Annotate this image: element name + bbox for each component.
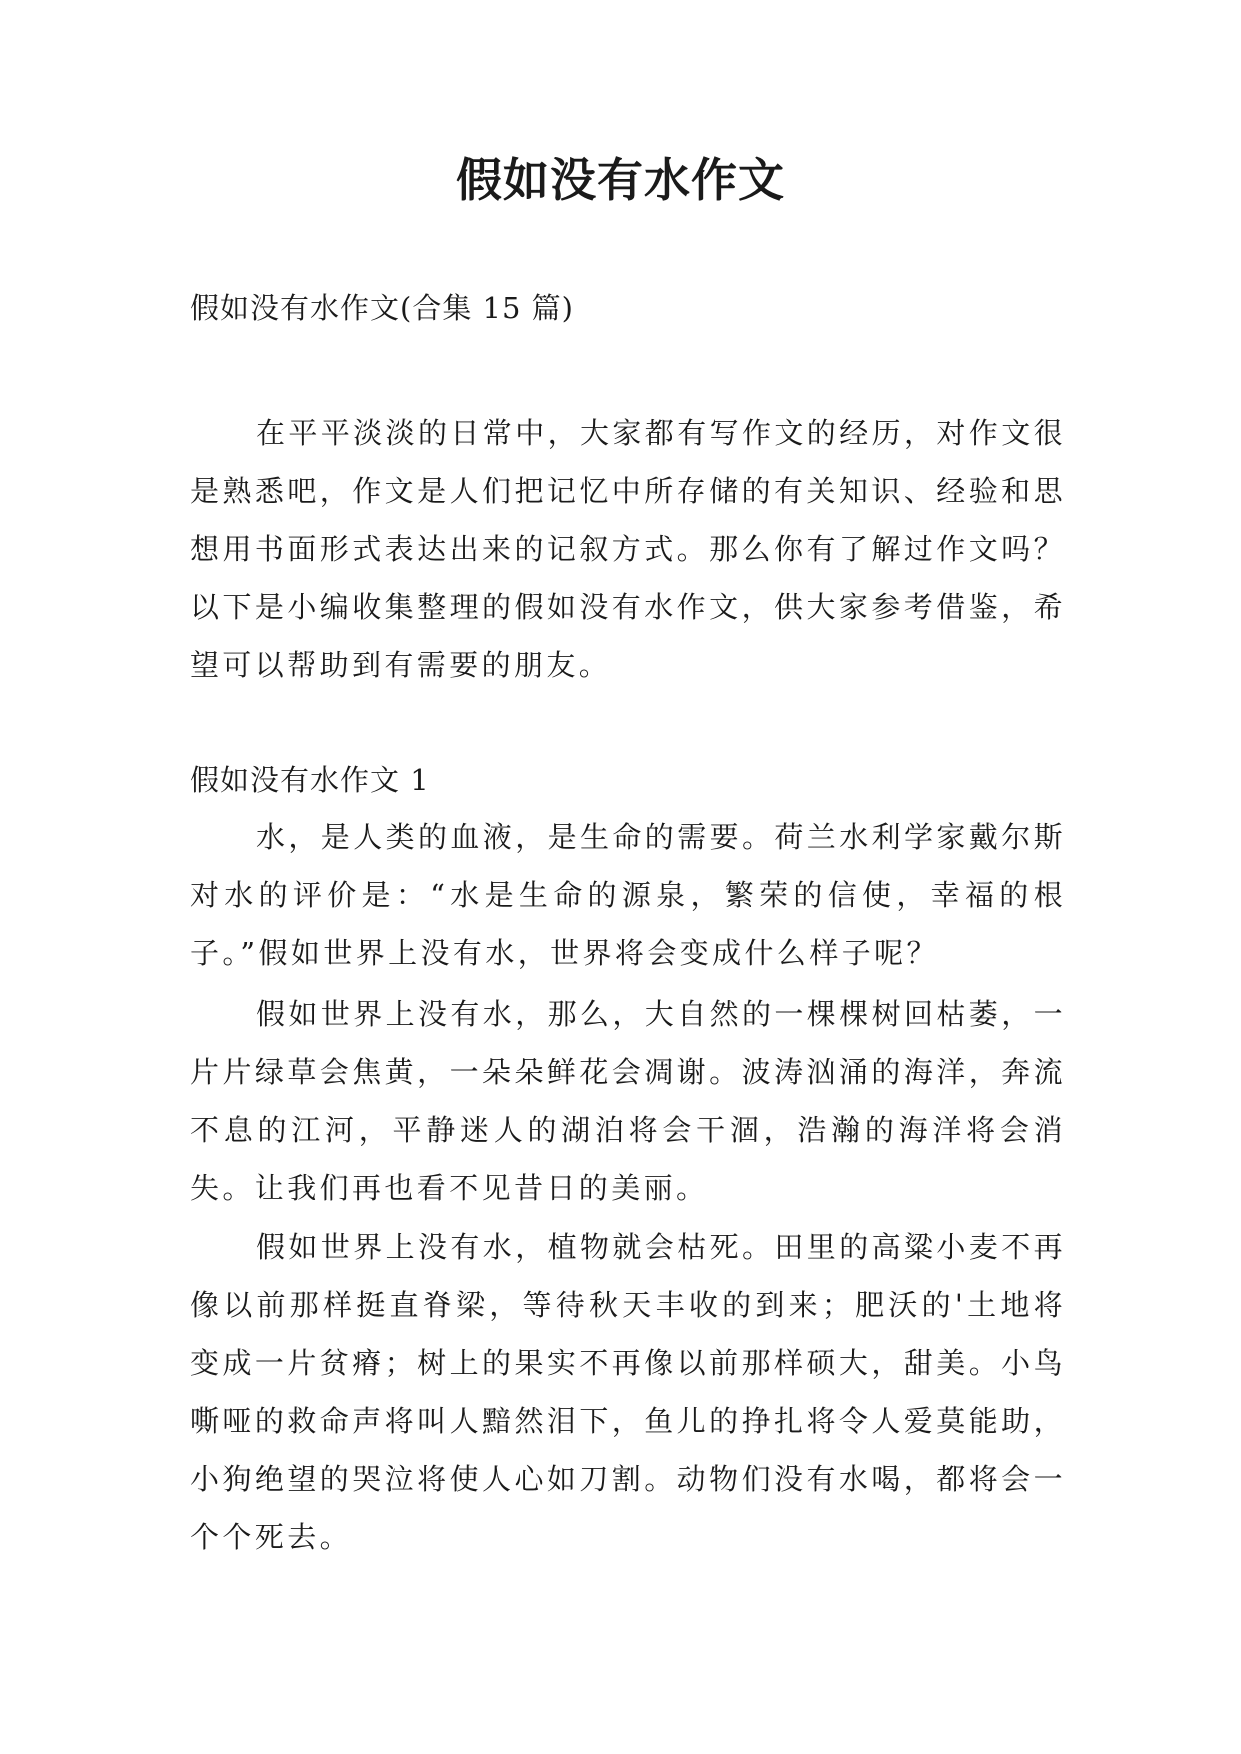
document-subtitle: 假如没有水作文(合集 15 篇) [190, 291, 574, 325]
document-title: 假如没有水作文 [456, 153, 785, 207]
intro-paragraph: 在平平淡淡的日常中，大家都有写作文的经历，对作文很是熟悉吧，作文是人们把记忆中所存储的有关知识、经验和思想用书面形式表达出来的记叙方式。那么你有了解过作文吗？以下是小编收集整理的假如没有水作文，供大家参考借鉴，希望可以帮助到有需要的朋友。 [190, 416, 1067, 682]
body-paragraph: 假如世界上没有水，那么，大自然的一棵棵树回枯萎，一片片绿草会焦黄，一朵朵鲜花会凋谢。波涛汹涌的海洋，奔流不息的江河，平静迷人的湖泊将会干涸，浩瀚的海洋将会消失。让我们再也看不见昔日的美丽。 [190, 997, 1067, 1205]
body-paragraph: 水，是人类的血液，是生命的需要。荷兰水利学家戴尔斯对水的评价是：“水是生命的源泉，繁荣的信使，幸福的根子。”假如世界上没有水，世界将会变成什么样子呢？ [190, 820, 1067, 970]
body-paragraph: 假如世界上没有水，植物就会枯死。田里的高粱小麦不再像以前那样挺直脊梁，等待秋天丰收的到来；肥沃的'土地将变成一片贫瘠；树上的果实不再像以前那样硕大，甜美。小鸟嘶哑的救命声将叫人黯然泪下，鱼儿的挣扎将令人爱莫能助，小狗绝望的哭泣将使人心如刀割。动物们没有水喝，都将会一个个死去。 [190, 1230, 1067, 1554]
section-heading: 假如没有水作文 1 [190, 763, 430, 797]
